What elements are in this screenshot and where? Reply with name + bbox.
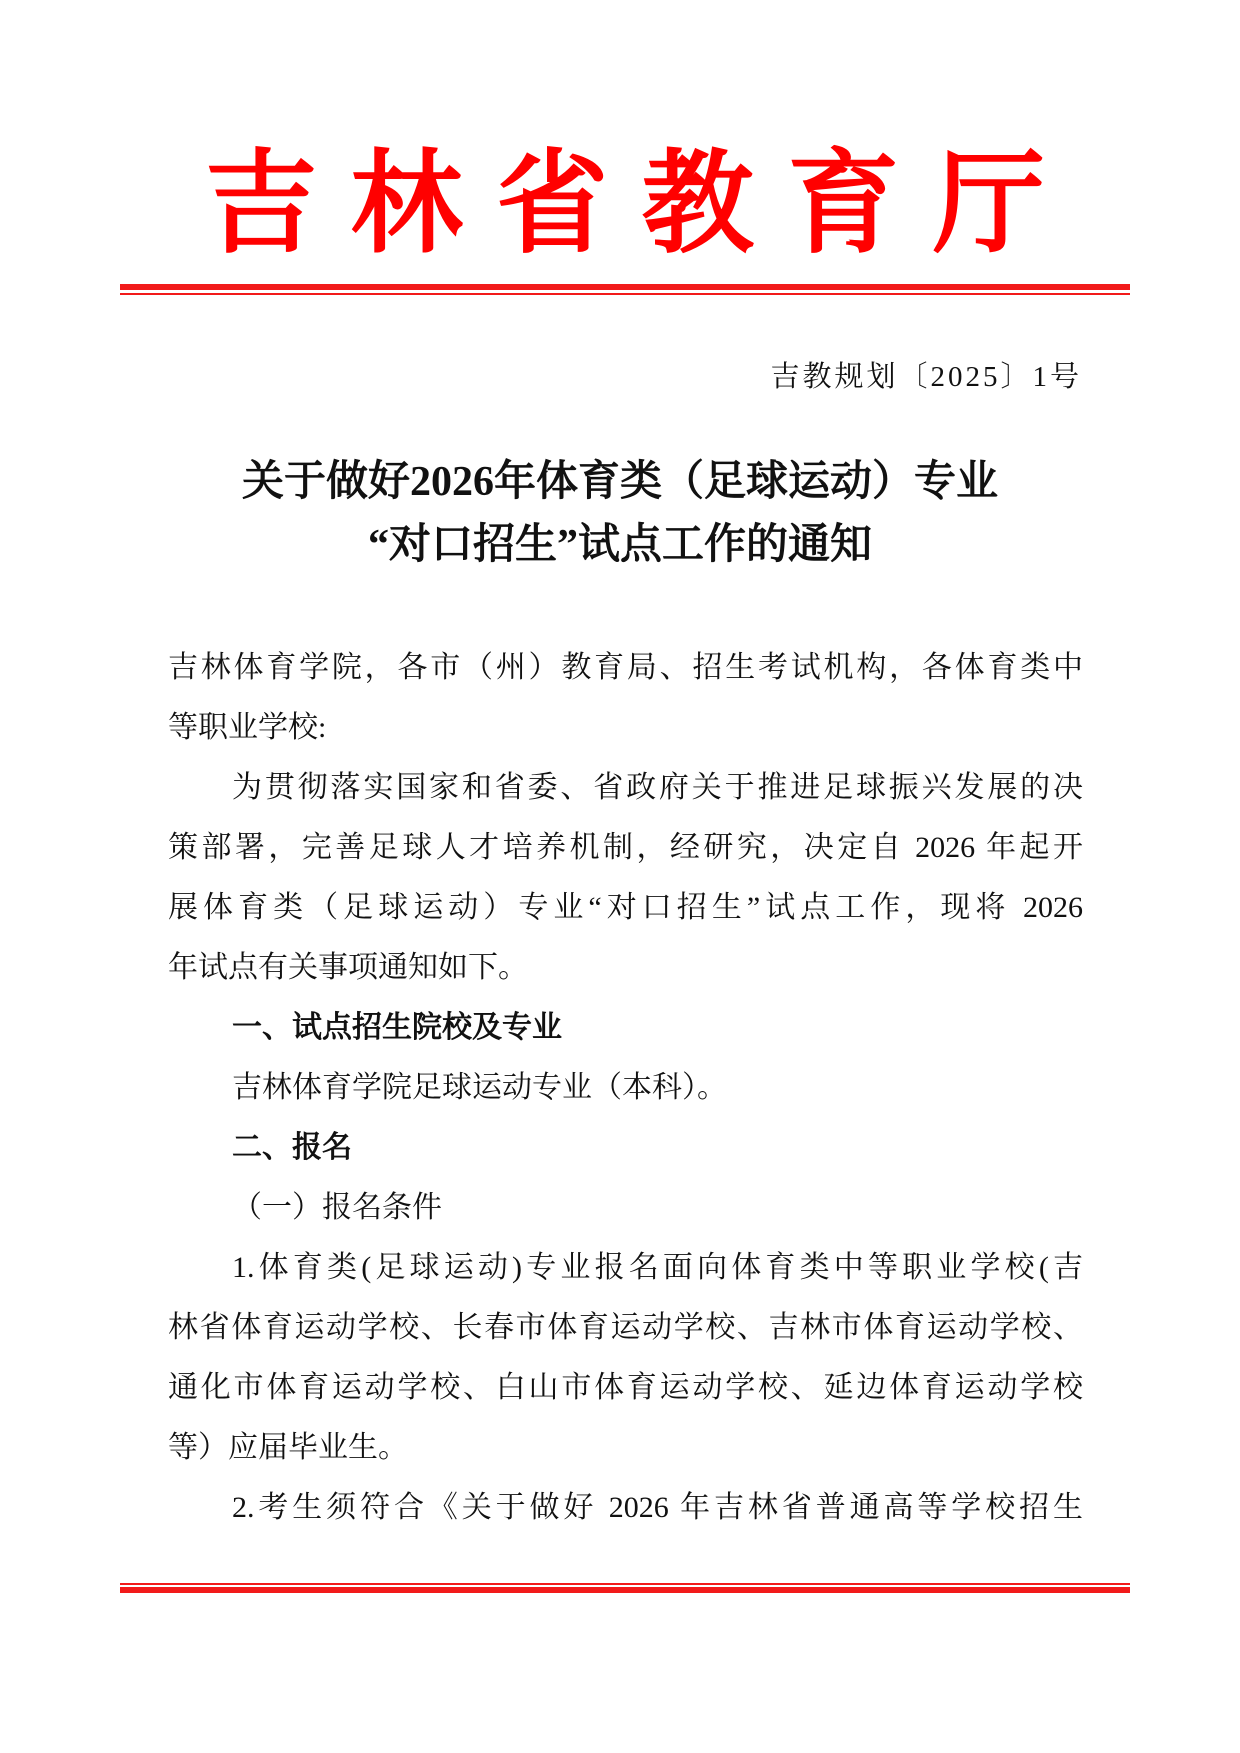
footer-rule-thick — [120, 1587, 1130, 1593]
body-line: 1.体育类(足球运动)专业报名面向体育类中等职业学校(吉 — [232, 1251, 1083, 1284]
body-line: 一、试点招生院校及专业 — [232, 1011, 562, 1044]
body-line: 展体育类（足球运动）专业“对口招生”试点工作，现将 2026 — [168, 891, 1083, 924]
header-rule-thin — [120, 293, 1130, 295]
body-line: 吉林体育学院足球运动专业（本科）。 — [232, 1071, 727, 1104]
masthead-char: 育 — [787, 143, 900, 267]
body-line: 二、报名 — [232, 1131, 352, 1164]
body-line: （一）报名条件 — [232, 1191, 442, 1224]
body-line: 年试点有关事项通知如下。 — [168, 951, 528, 984]
masthead-char: 厅 — [932, 143, 1045, 267]
document-title-line-2: “对口招生”试点工作的通知 — [367, 522, 872, 568]
masthead-char: 教 — [641, 143, 754, 267]
footer-rule-thin — [120, 1583, 1130, 1585]
body-line: 等）应届毕业生。 — [168, 1431, 408, 1464]
document-title-line-1: 关于做好2026年体育类（足球运动）专业 — [241, 459, 998, 505]
masthead-char: 吉 — [205, 143, 317, 267]
body-line: 策部署，完善足球人才培养机制，经研究，决定自 2026 年起开 — [168, 831, 1083, 864]
body-line: 2.考生须符合《关于做好 2026 年吉林省普通高等学校招生 — [232, 1491, 1083, 1524]
body-line: 等职业学校: — [168, 711, 327, 744]
body-line: 吉林体育学院，各市（州）教育局、招生考试机构，各体育类中 — [168, 651, 1083, 684]
header-rule-thick — [120, 284, 1130, 290]
body-line: 通化市体育运动学校、白山市体育运动学校、延边体育运动学校 — [168, 1371, 1083, 1404]
issuer-masthead — [205, 140, 1045, 270]
document-number: 吉教规划〔2025〕1号 — [770, 361, 1082, 393]
masthead-char: 省 — [496, 143, 609, 267]
masthead-char: 林 — [350, 143, 463, 267]
body-line: 为贯彻落实国家和省委、省政府关于推进足球振兴发展的决 — [232, 771, 1083, 804]
document-body — [168, 638, 1083, 1538]
body-line: 林省体育运动学校、长春市体育运动学校、吉林市体育运动学校、 — [168, 1311, 1083, 1344]
